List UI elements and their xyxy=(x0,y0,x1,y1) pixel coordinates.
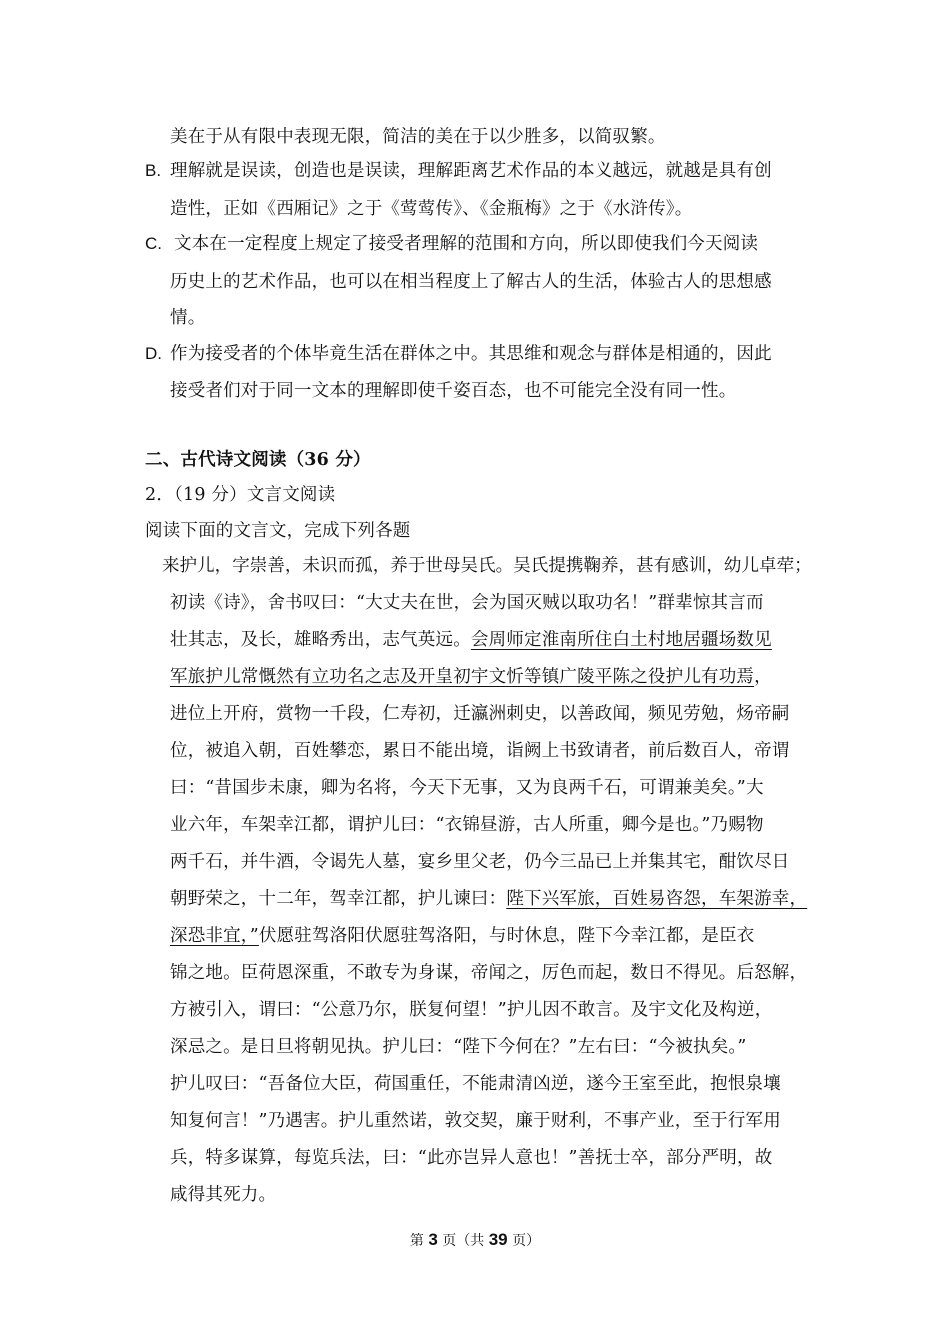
underlined-passage-2a: 陛下兴军旅，百姓易咨怨，车架游幸， xyxy=(506,889,808,909)
passage-line-4-end: ， xyxy=(754,667,772,687)
passage-line-16: 知复何言！”乃遇害。护儿重然诺，敦交契，廉于财利，不事产业，至于行军用 xyxy=(170,1111,781,1131)
option-d-line-1: 作为接受者的个体毕竟生活在群体之中。其思维和观念与群体是相通的，因此 xyxy=(170,344,772,364)
passage-line-11 xyxy=(170,925,755,947)
section-heading: 二、古代诗文阅读（36 分） xyxy=(145,450,371,470)
underlined-passage-1b: 军旅护儿常慨然有立功名之志及开皇初宇文忻等镇广陵平陈之役护儿有功焉 xyxy=(170,667,755,687)
option-b-line-2: 造性，正如《西厢记》之于《莺莺传》、《金瓶梅》之于《水浒传》。 xyxy=(170,199,693,219)
underlined-passage-1a: 会周师定淮南所住白土村地居疆场数见 xyxy=(470,630,772,650)
option-d-line-2: 接受者们对于同一文本的理解即使千姿百态，也不可能完全没有同一性。 xyxy=(170,381,737,401)
footer-prefix: 第 xyxy=(409,1233,429,1249)
question-instruction: 阅读下面的文言文，完成下列各题 xyxy=(145,521,411,541)
passage-line-4 xyxy=(170,666,772,688)
passage-line-5: 进位上开府，赏物一千段，仁寿初，迁瀛洲刺史，以善政闻，频见劳勉，炀帝嗣 xyxy=(170,704,790,724)
passage-line-8: 业六年，车架幸江都，谓护儿曰：“衣锦昼游，古人所重，卿今是也。”乃赐物 xyxy=(170,815,764,835)
passage-line-14: 深忌之。是日旦将朝见执。护儿曰：“陛下今何在？”左右曰：“今被执矣。” xyxy=(170,1037,747,1057)
footer-page-number: 3 xyxy=(428,1230,438,1249)
passage-line-13: 方被引入，谓曰：“公意乃尔，朕复何望！”护儿因不敢言。及宇文化及构逆， xyxy=(170,1000,773,1020)
passage-line-9: 两千石，并牛酒，令谒先人墓，宴乡里父老，仍今三品已上并集其宅，酣饮尽日 xyxy=(170,852,790,872)
passage-line-15: 护儿叹曰：“吾备位大臣，荷国重任，不能肃清凶逆，遂今王室至此，抱恨泉壤 xyxy=(170,1074,781,1094)
passage-line-11-text: 伏愿驻驾洛阳伏愿驻驾洛阳，与时休息，陛下今幸江都，是臣衣 xyxy=(258,926,755,946)
passage-line-17: 兵，特多谋算，每览兵法，曰：“此亦岂异人意也！”善抚士卒，部分严明，故 xyxy=(170,1148,773,1168)
option-c-line-1: 文本在一定程度上规定了接受者理解的范围和方向，所以即使我们今天阅读 xyxy=(174,234,759,254)
option-a-continuation: 美在于从有限中表现无限，简洁的美在于以少胜多，以简驭繁。 xyxy=(170,127,666,147)
option-c-label: C. xyxy=(145,234,162,253)
question-score: （19 分）文言文阅读 xyxy=(174,485,336,505)
passage-line-6: 位，被追入朝，百姓攀恋，累日不能出境，诣阙上书致请者，前后数百人，帝谓 xyxy=(170,741,790,761)
option-c-line-2: 历史上的艺术作品，也可以在相当程度上了解古人的生活，体验古人的思想感 xyxy=(170,272,772,292)
footer-total-pages: 39 xyxy=(488,1230,508,1249)
page-footer xyxy=(0,1230,950,1251)
passage-line-10-text: 朝野荣之，十二年，驾幸江都，护儿谏曰： xyxy=(170,889,507,909)
footer-middle: 页（共 xyxy=(437,1233,489,1249)
option-b-line-1: 理解就是误读，创造也是误读，理解距离艺术作品的本义越远，就越是具有创 xyxy=(170,161,772,181)
question-heading xyxy=(145,484,335,506)
passage-line-3-text: 壮其志，及长，雄略秀出，志气英远。 xyxy=(170,630,471,650)
passage-line-7: 曰：“昔国步未康，卿为名将，今天下无事，又为良两千石，可谓兼美矣。”大 xyxy=(170,778,764,798)
passage-line-12: 锦之地。臣荷恩深重，不敢专为身谋，帝闻之，厉色而起，数日不得见。后怒解， xyxy=(170,963,808,983)
underlined-passage-2b: 深恐非宜，” xyxy=(170,926,259,946)
question-number: 2． xyxy=(145,485,175,505)
option-d-label: D. xyxy=(145,344,162,363)
option-b-label: B. xyxy=(145,161,162,180)
passage-line-3 xyxy=(170,629,772,651)
passage-line-18: 咸得其死力。 xyxy=(170,1185,277,1205)
passage-line-1: 来护儿，字崇善，未识而孤，养于世母吴氏。吴氏提携鞠养，甚有感训，幼儿卓荦； xyxy=(162,556,812,576)
option-c-line-3: 情。 xyxy=(170,308,206,328)
passage-line-10 xyxy=(170,888,807,910)
footer-suffix: 页） xyxy=(507,1233,541,1249)
passage-line-2: 初读《诗》，舍书叹曰：“大丈夫在世，会为国灭贼以取功名！”群辈惊其言而 xyxy=(170,593,764,613)
